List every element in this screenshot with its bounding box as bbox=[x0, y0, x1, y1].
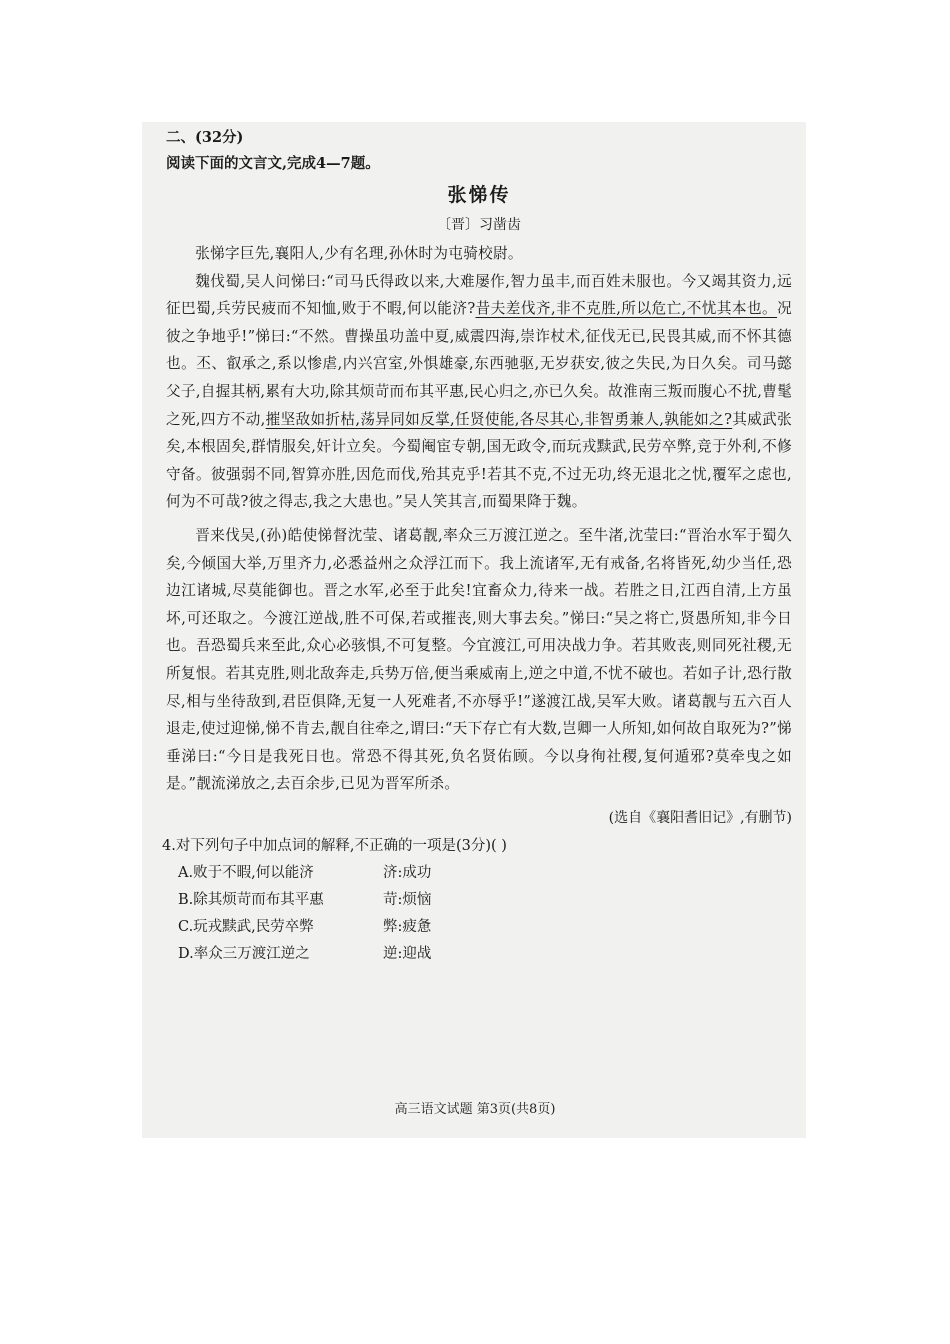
passage-title: 张悌传 bbox=[447, 184, 511, 206]
option-a-explanation: 济:成功 bbox=[383, 864, 432, 881]
option-b-explanation: 苛:烦恼 bbox=[383, 891, 432, 908]
paragraph-3: 晋来伐吴,(孙)皓使悌督沈莹、诸葛靓,率众三万渡江逆之。至牛渚,沈莹曰:“晋治水军于蜀久矣,今倾国大举,万里齐力,必悉益州之众浮江而下。我上流诸军,无有戒备,名将皆死,幼少当任,恐边江诸城,尽莫能御也。晋之水军,必至于此矣!宜畜众力,待来一战。若胜之日,江西自清,上方虽坏,可还取之。今渡江逆战,胜不可保,若或摧丧,则大事去矣。”悌曰:“吴之将亡,贤愚所知,非今日也。吾恐蜀兵来至此,众心必骇惧,不可复整。今宜渡江,可用决战力争。若其败丧,则同死社稷,无所复恨。若其克胜,则北敌奔走,兵势万倍,便当乘威南上,逆之中道,不忧不破也。若如子计,恐行散尽,相与坐待敌到,君臣俱降,无复一人死难者,不亦辱乎!”遂渡江战,吴军大败。诸葛靓与五六百人退走,使过迎悌,悌不肯去,靓自往牵之,谓曰:“天下存亡有大数,岂卿一人所知,如何故自取死为?”悌垂涕曰:“今日是我死日也。常恐不得其死,负名贤佑顾。今以身徇社稷,复何遁邪?莫牵曳之如是。”靓流涕放之,去百余步,已见为晋军所杀。 bbox=[166, 526, 792, 793]
option-a-sentence: A.败于不暇,何以能济 bbox=[178, 864, 314, 881]
paragraph-2-text-a: 魏伐蜀,吴人问悌曰:“司马氏得政以来,大难屡作,智力虽丰,而百姓未服也。今又竭其资力,远征巴蜀,兵劳民疲而不知恤,败于不暇,何以能济? bbox=[166, 272, 792, 318]
option-c bbox=[166, 914, 792, 941]
paragraph-1: 张悌字巨先,襄阳人,少有名理,孙休时为屯骑校尉。 bbox=[195, 245, 523, 262]
paragraph-2-text-b: 况彼之争地乎!”悌曰:“不然。曹操虽功盖中夏,威震四海,崇诈杖术,征伐无已,民畏其威,而不怀其德也。丕、叡承之,系以惨虐,内兴宫室,外惧雄豪,东西驰驱,无岁获安,彼之失民,为日久矣。司马懿父子,自握其柄,累有大功,除其烦苛而布其平惠,民心归之,亦已久矣。故淮南三叛而腹心不扰,曹髦之死,四方不动, bbox=[166, 300, 792, 428]
underlined-sentence-2: 摧坚敌如折枯,荡异同如反掌,任贤使能,各尽其心,非智勇兼人,孰能如之? bbox=[265, 410, 733, 428]
passage-author: 〔晋〕习凿齿 bbox=[437, 217, 521, 233]
option-d-explanation: 逆:迎战 bbox=[383, 945, 432, 962]
paragraph-2 bbox=[166, 268, 792, 516]
page-footer: 高三语文试题 第3页(共8页) bbox=[394, 1102, 556, 1117]
option-c-sentence: C.玩戎黩武,民劳卒弊 bbox=[178, 918, 314, 935]
option-c-explanation: 弊:疲惫 bbox=[383, 918, 432, 935]
option-d-sentence: D.率众三万渡江逆之 bbox=[178, 945, 310, 962]
instruction: 阅读下面的文言文,完成4—7题。 bbox=[166, 155, 380, 172]
exam-content bbox=[162, 126, 792, 968]
option-d bbox=[166, 941, 792, 968]
underlined-sentence-1: 昔夫差伐齐,非不克胜,所以危亡,不忧其本也。 bbox=[475, 300, 778, 318]
paragraph-2-text-c: 其威武张矣,本根固矣,群情服矣,奸计立矣。今蜀阉宦专朝,国无政令,而玩戎黩武,民劳卒弊,竞于外利,不修守备。彼强弱不同,智算亦胜,因危而伐,殆其克乎!若其不克,不过无功,终无退北之忧,覆军之虑也,何为不可哉?彼之得志,我之大患也。”吴人笑其言,而蜀果降于魏。 bbox=[166, 410, 792, 511]
option-a bbox=[166, 860, 792, 887]
question-4-stem: 4.对下列句子中加点词的解释,不正确的一项是(3分)( ) bbox=[162, 837, 507, 854]
section-heading: 二、(32分) bbox=[166, 129, 244, 146]
option-b-sentence: B.除其烦苛而布其平惠 bbox=[178, 891, 324, 908]
option-b bbox=[166, 887, 792, 914]
source-citation: (选自《襄阳耆旧记》,有删节) bbox=[608, 809, 792, 826]
